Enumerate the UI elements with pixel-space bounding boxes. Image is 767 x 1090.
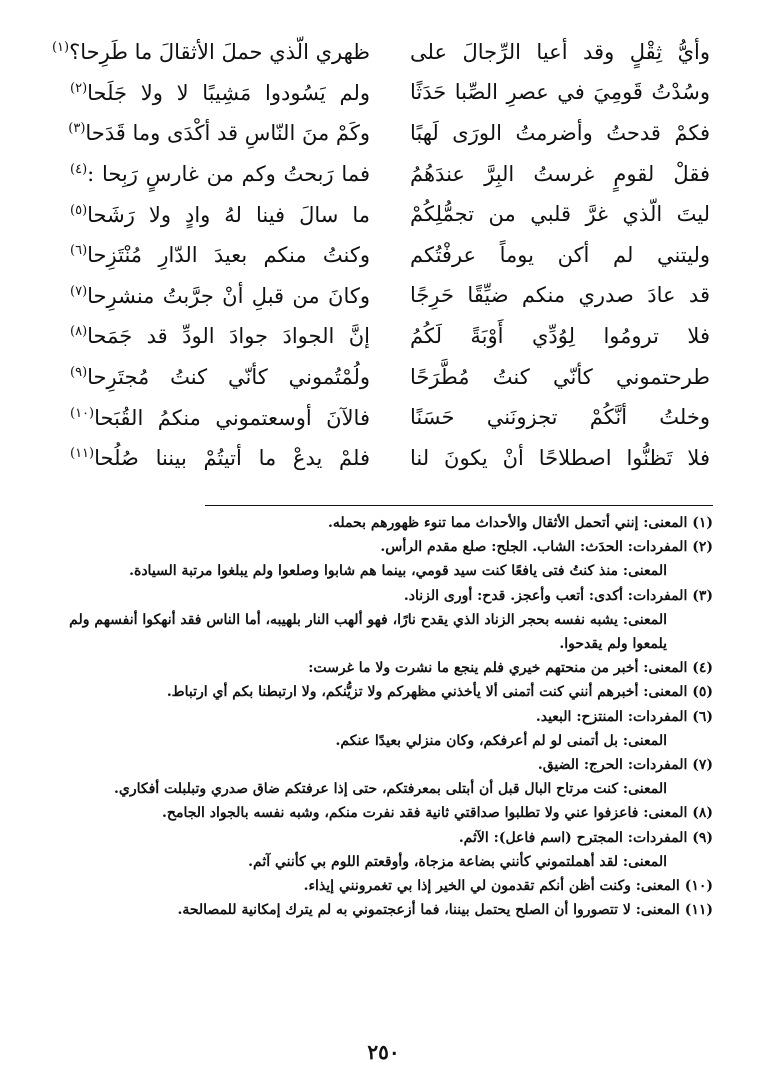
verse-second-hemistich	[70, 366, 370, 388]
verse-second-text: إنَّ الجوادَ جوادَ الودِّ قد جَمَحا	[87, 324, 370, 349]
footnote-line: المعنى: لقد أهملتموني كأنني بضاعة مزجاة، وأوقعتم اللوم بي كأنني آثم.	[248, 853, 667, 870]
footnote-line: (١١) المعنى: لا تتصوروا أن الصلح يحتمل بيننا، فما أزعجتموني به لم يترك إمكانية للمصالحة.	[177, 902, 713, 919]
footnote-line: (٦) المفردات: المنتزح: البعيد.	[535, 708, 713, 725]
verse-line	[70, 438, 710, 479]
verse-first-hemistich: طرحتموني كأنّي كنتُ مُطَّرَحًا	[410, 364, 710, 389]
verse-second-hemistich	[70, 325, 370, 347]
verse-second-hemistich	[51, 40, 370, 65]
verse-second-hemistich	[70, 82, 370, 104]
verse-second-hemistich	[70, 407, 370, 429]
footnote-marker: (١١)	[70, 446, 95, 462]
footnote-marker: (٦)	[70, 243, 88, 259]
footnote-line: (١٠) المعنى: وكنت أظن أنكم تقدمون لي الخير إذا بي تغمرونني إيذاء.	[303, 878, 713, 895]
footnote-line: (٨) المعنى: فاعزفوا عني ولا تطلبوا صداقتي ثانية فقد نفرت منكم، وشبه نفسه بالجواد الجامح.	[162, 805, 713, 822]
verse-line	[70, 316, 710, 357]
footnote-marker: (٣)	[68, 121, 86, 137]
verse-second-hemistich	[70, 204, 370, 226]
verse-second-hemistich	[70, 122, 370, 144]
verse-first-hemistich: وليتني لم أكن يوماً عرفْتُكم	[410, 242, 710, 267]
verse-second-text: فلمْ يدعْ ما أتيتُمْ بيننا صُلُحا	[94, 446, 370, 471]
verse-second-text: وكَمْ منَ النّاسِ قد أكْدَى وما قَدَحا	[85, 121, 370, 146]
verse-first-hemistich: فلا تَظنُّوا اصطلاحًا أنْ يكونَ لنا	[410, 445, 710, 470]
verse-second-text: فالآنَ أوسعتموني منكمُ القُبَحا	[94, 405, 370, 430]
verse-first-hemistich: وأيُّ ثِقْلٍ وقد أعيا الرِّجالَ على	[410, 39, 710, 64]
verse-first-hemistich: وسُدْتُ قَومِيَ في عصرِ الصِّبا حَدَثًا	[410, 80, 710, 105]
footnote-marker: (١)	[51, 40, 70, 56]
verse-second-hemistich	[70, 447, 370, 469]
verse-first-hemistich: فلا ترومُوا لِوُدِّي أَوْبَةً لَكُمُ	[410, 323, 710, 348]
verse-second-hemistich	[70, 244, 370, 266]
footnote-line: المعنى: كنت مرتاح البال قبل أن أبتلى بمعرفتكم، حتى إذا عرفتكم ضاق صدري وتبلبلت أفكاري.	[113, 781, 667, 798]
verse-line	[70, 73, 710, 114]
footnote-line: (١) المعنى: إنني أتحمل الأثقال والأحداث مما تنوء ظهورهم بحمله.	[327, 515, 713, 531]
verse-line	[70, 113, 710, 154]
verse-line	[70, 276, 710, 317]
footnote-line: (٥) المعنى: أخبرهم أنني كنت أتمنى ألا يأخذني مظهركم ولا تزيُّنكم، ولا ارتبطنا بكم أي ارتباط.	[166, 684, 713, 701]
verse-second-text: فما رَبحتُ وكم من غارسٍ رَبِحا :	[87, 162, 370, 187]
verse-line	[70, 397, 710, 438]
footnote-line: (٤) المعنى: أخبر من منحتهم خيري فلم ينجع ما نشرت ولا ما غرست:	[308, 660, 713, 677]
verse-second-text: ظهري الّذي حملَ الأثقالَ ما طَرِحا؟	[69, 40, 370, 65]
verse-line	[70, 235, 710, 276]
verse-first-hemistich: ليتَ الّذي غرَّ قلبي من تجمُّلِكُمْ	[410, 202, 710, 227]
verse-second-hemistich	[70, 285, 370, 307]
verse-first-hemistich: وخلتُ أنَّكُمْ تجزونَني حَسَنًا	[410, 405, 710, 430]
verse-second-text: وكنتُ منكم بعيدَ الدّارِ مُنْتَزِحا	[87, 243, 370, 268]
footnote-line: المعنى: منذ كنتُ فتى يافعًا كنت سيد قومي، بينما هم شابوا وصلعوا ولم يبلغوا مرتبة السيادة.	[129, 563, 667, 580]
footnote-line: المعنى: يشبه نفسه بحجر الزناد الذي يقدح نارًا، فهو ألهب النار بلهيبه، أما الناس فقد أنهكوا أنفسهم ولم يلمعوا ولم يقدحوا.	[69, 611, 667, 653]
verse-first-hemistich: فكمْ قدحتُ وأضرمتُ الورَى لَهبًا	[410, 120, 710, 145]
verse-second-text: ولُمْتُموني كأنّي كنتُ مُجتَرِحا	[87, 365, 370, 390]
footnote-marker: (٩)	[70, 365, 88, 381]
footnote-line: المعنى: بل أتمنى لو لم أعرفكم، وكان منزلي بعيدًا عنكم.	[335, 732, 667, 749]
verse-second-hemistich	[70, 163, 370, 185]
verse-first-hemistich: قد عادَ صدري منكم ضيِّقًا حَرِجًا	[410, 283, 710, 308]
footnotes	[60, 511, 713, 922]
footnote-marker: (٢)	[70, 80, 88, 96]
verse-line	[51, 32, 710, 73]
verse-line	[70, 154, 710, 195]
footnote-marker: (٧)	[70, 283, 88, 299]
footnote-line: (٧) المفردات: الحرج: الضيق.	[537, 757, 713, 774]
footnote-marker: (٥)	[70, 202, 88, 218]
footnote-line: (٩) المفردات: المجترح (اسم فاعل): الآثم.	[458, 829, 713, 846]
footnote-line: (٣) المفردات: أكدى: أتعب وأعجز. قدح: أورى الزناد.	[403, 587, 713, 604]
verse-line	[70, 194, 710, 235]
verse-line	[70, 357, 710, 398]
poem-verses	[51, 32, 710, 479]
footnote-marker: (٤)	[70, 162, 88, 178]
verse-first-hemistich: فقلْ لقومٍ غرستُ البِرَّ عندَهُمُ	[410, 161, 710, 186]
verse-second-text: وكانَ من قبلِ أنْ جرَّبتُ منشرِحا	[87, 283, 370, 308]
footnote-divider	[205, 505, 713, 506]
verse-second-text: ما سالَ فينا لهُ وادٍ ولا رَشَحا	[87, 202, 370, 227]
footnote-marker: (١٠)	[70, 405, 95, 421]
footnote-line: (٢) المفردات: الحدَث: الشاب. الجلح: صلع مقدم الرأس.	[380, 539, 713, 556]
page-number: ٢٥٠	[367, 1040, 400, 1064]
footnote-marker: (٨)	[70, 324, 88, 340]
verse-second-text: ولم يَسُودوا مَشِيبًا لا ولا جَلَحا	[87, 80, 370, 105]
